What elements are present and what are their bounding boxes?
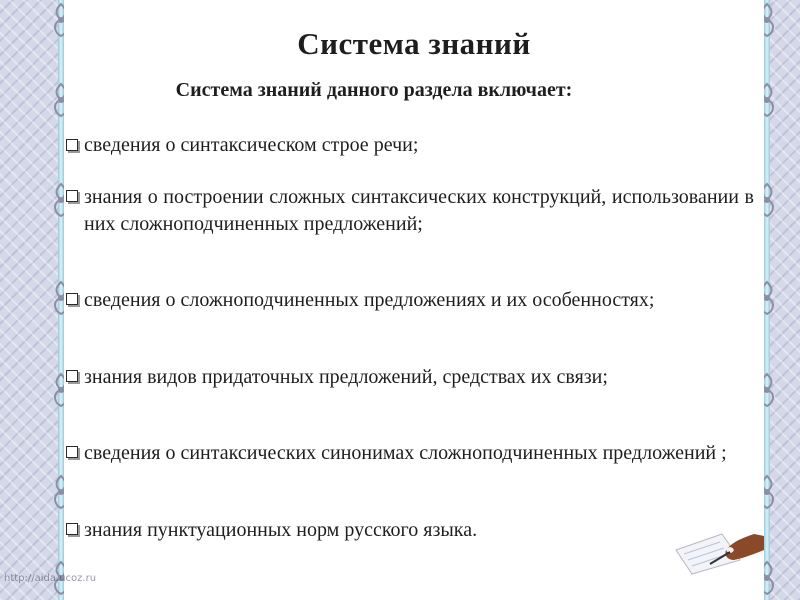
bullet-item (64, 287, 754, 314)
checkbox-icon (66, 139, 78, 151)
bullet-text: сведения о синтаксических синонимах сложноподчиненных предложений ; (84, 442, 727, 464)
slide-panel (64, 0, 764, 600)
watermark-text: http://aida.ucoz.ru (4, 573, 97, 584)
checkbox-icon (66, 370, 78, 382)
checkbox-icon (66, 293, 78, 305)
checkbox-icon (66, 190, 78, 202)
bullet-item (64, 517, 754, 544)
slide-subtitle: Система знаний данного раздела включает: (175, 79, 573, 101)
checkbox-icon (66, 446, 78, 458)
bullet-item (64, 184, 754, 238)
bullet-item (64, 364, 754, 391)
bullet-item (64, 440, 754, 467)
bullet-text: знания о построении сложных синтаксических конструкций, использовании в них сложноподчиненных предложений; (84, 186, 754, 235)
bullet-text: сведения о сложноподчиненных предложениях и их особенностях; (84, 289, 655, 311)
checkbox-icon (66, 523, 78, 535)
slide-title: Система знаний (297, 26, 531, 61)
bullet-text: знания видов придаточных предложений, средствах их связи; (84, 366, 608, 388)
hand-writing-icon (670, 520, 765, 575)
bullet-text: знания пунктуационных норм русского языка. (84, 519, 478, 541)
bullet-text: сведения о синтаксическом строе речи; (84, 134, 419, 156)
bullet-item (64, 132, 754, 159)
